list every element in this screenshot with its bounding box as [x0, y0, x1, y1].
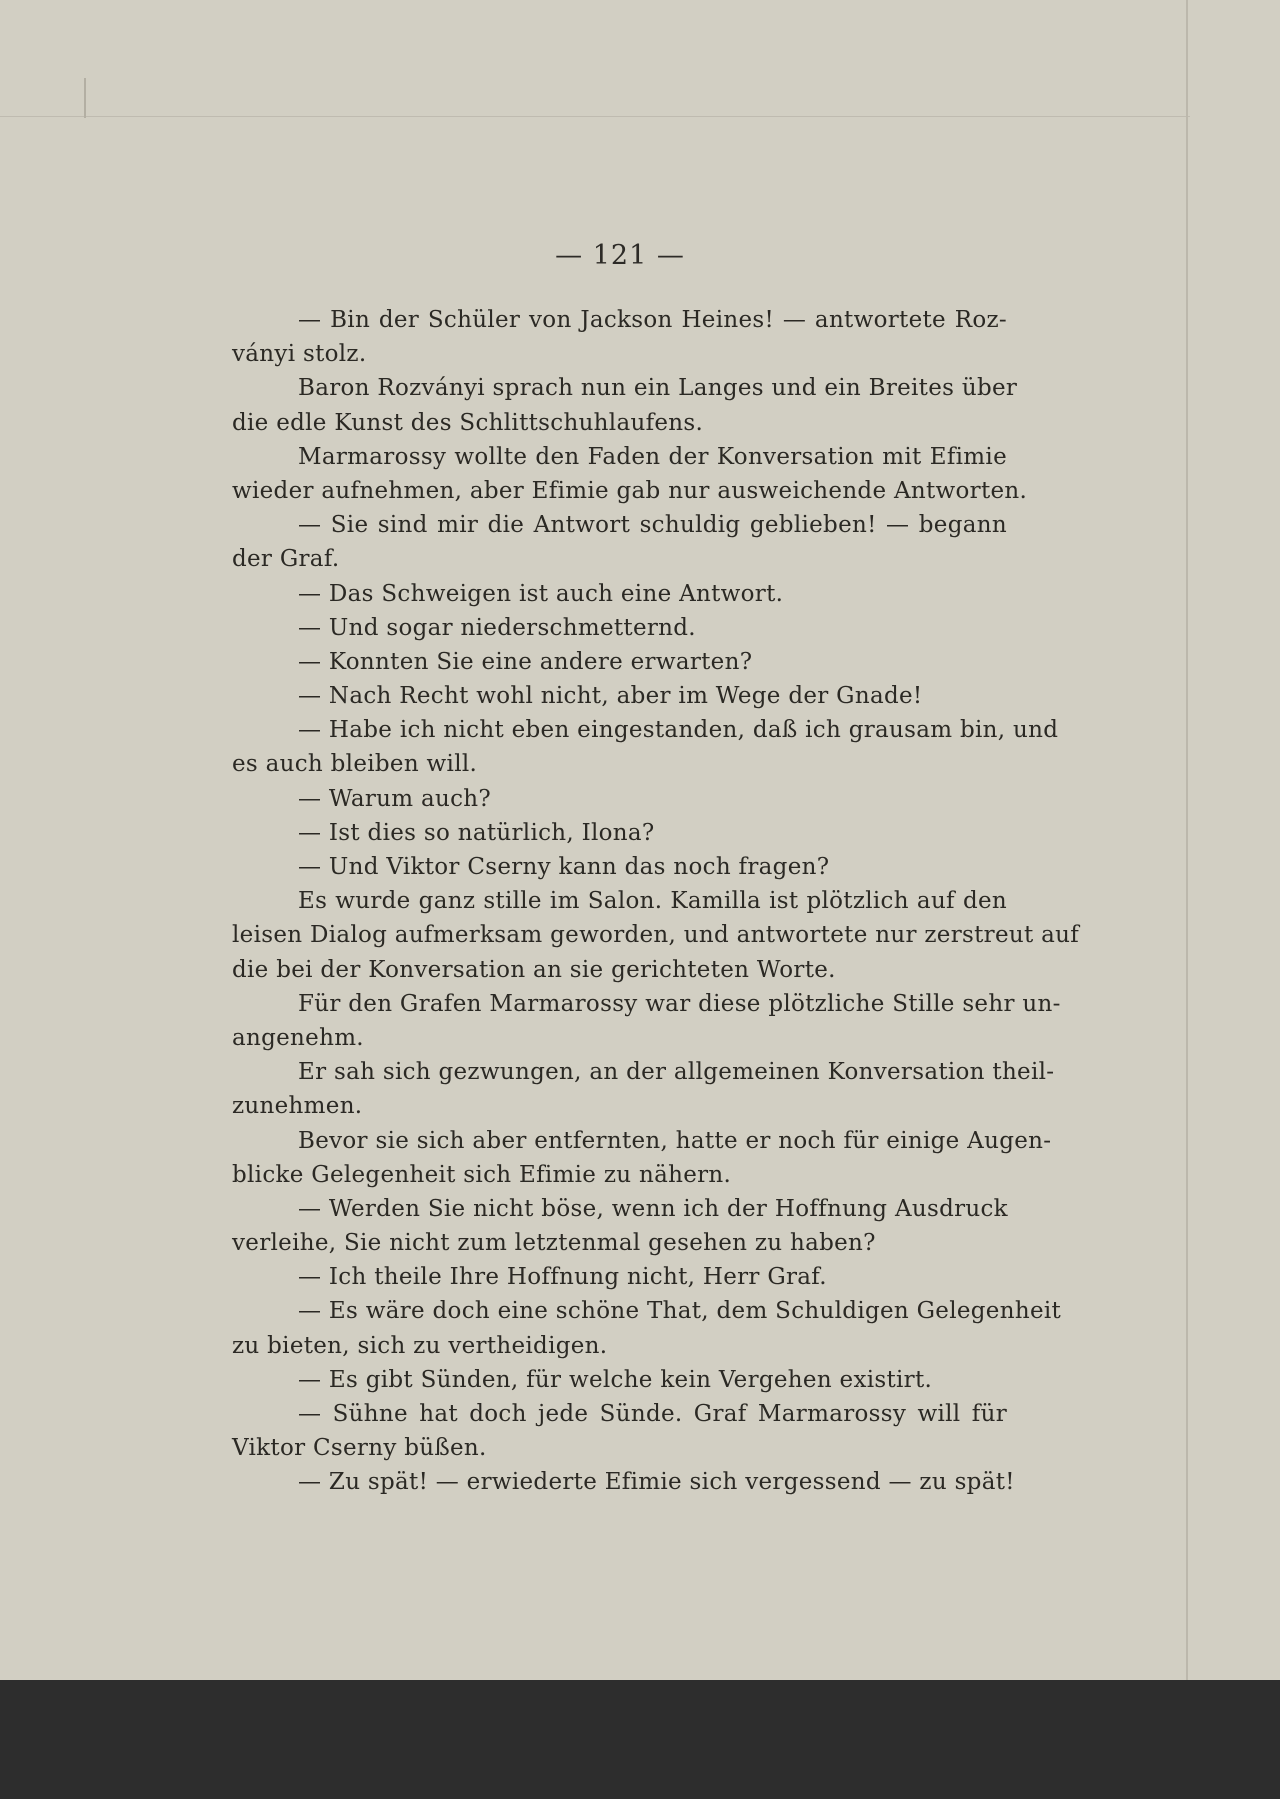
text-line: — Und Viktor Cserny kann das noch fragen? [298, 854, 830, 880]
text-line: leisen Dialog aufmerksam geworden, und antwortete nur zerstreut auf [232, 922, 1080, 949]
text-line: — Ist dies so natürlich, Ilona? [298, 819, 655, 846]
text-line: Bevor sie sich aber entfernten, hatte er noch für einige Augen- [298, 1127, 1052, 1154]
scan-background-band [0, 1680, 1280, 1799]
corner-mark [84, 78, 86, 118]
text-line: — Nach Recht wohl nicht, aber im Wege der Gnade! [298, 683, 923, 710]
text-line: Es wurde ganz stille im Salon. Kamilla ist plötzlich auf den [298, 888, 1007, 915]
text-line: wieder aufnehmen, aber Efimie gab nur ausweichende Antworten. [232, 477, 1028, 504]
text-line: Marmarossy wollte den Faden der Konversation mit Efimie [298, 443, 1007, 470]
text-line: — Und sogar niederschmetternd. [298, 614, 696, 641]
text-line: — Das Schweigen ist auch eine Antwort. [298, 580, 784, 607]
text-line: — Habe ich nicht eben eingestanden, daß ich grausam bin, und [298, 717, 1059, 744]
text-line: der Graf. [232, 546, 340, 573]
text-line: — Sie sind mir die Antwort schuldig geblieben! — begann [298, 512, 1007, 539]
text-line: Baron Rozványi sprach nun ein Langes und ein Breites über [298, 375, 1018, 402]
text-line: — Bin der Schüler von Jackson Heines! — antwortete Roz- [298, 307, 1007, 333]
text-line: — Ich theile Ihre Hoffnung nicht, Herr Graf. [298, 1264, 827, 1291]
text-line: Für den Grafen Marmarossy war diese plötzliche Stille sehr un- [298, 990, 1061, 1017]
page-fold-line [0, 116, 1190, 117]
text-line: verleihe, Sie nicht zum letztenmal gesehen zu haben? [232, 1230, 876, 1257]
text-line: zu bieten, sich zu vertheidigen. [232, 1332, 608, 1359]
text-line: — Konnten Sie eine andere erwarten? [298, 648, 753, 675]
text-line: — Es wäre doch eine schöne That, dem Schuldigen Gelegenheit [298, 1298, 1062, 1325]
text-line: ványi stolz. [232, 341, 367, 368]
text-line: Er sah sich gezwungen, an der allgemeinen Konversation theil- [298, 1059, 1055, 1086]
text-line: zunehmen. [232, 1093, 363, 1120]
text-line: — Werden Sie nicht böse, wenn ich der Hoffnung Ausdruck [298, 1195, 1008, 1222]
text-line: die bei der Konversation an sie gerichteten Worte. [232, 956, 836, 983]
text-line: blicke Gelegenheit sich Efimie zu nähern. [232, 1161, 732, 1188]
body-text [232, 303, 1080, 1500]
text-line: es auch bleiben will. [232, 751, 478, 778]
text-line: — Es gibt Sünden, für welche kein Vergehen existirt. [298, 1366, 933, 1393]
page-edge [1186, 0, 1188, 1680]
text-line: — Sühne hat doch jede Sünde. Graf Marmarossy will für [298, 1401, 1007, 1427]
text-line: die edle Kunst des Schlittschuhlaufens. [232, 409, 704, 436]
text-line: angenehm. [232, 1024, 364, 1051]
text-line: — Zu spät! — erwiederte Efimie sich vergessend — zu spät! [298, 1469, 1015, 1496]
page-number: — 121 — [555, 240, 685, 271]
text-line: — Warum auch? [298, 785, 492, 812]
text-line: Viktor Cserny büßen. [232, 1435, 487, 1462]
